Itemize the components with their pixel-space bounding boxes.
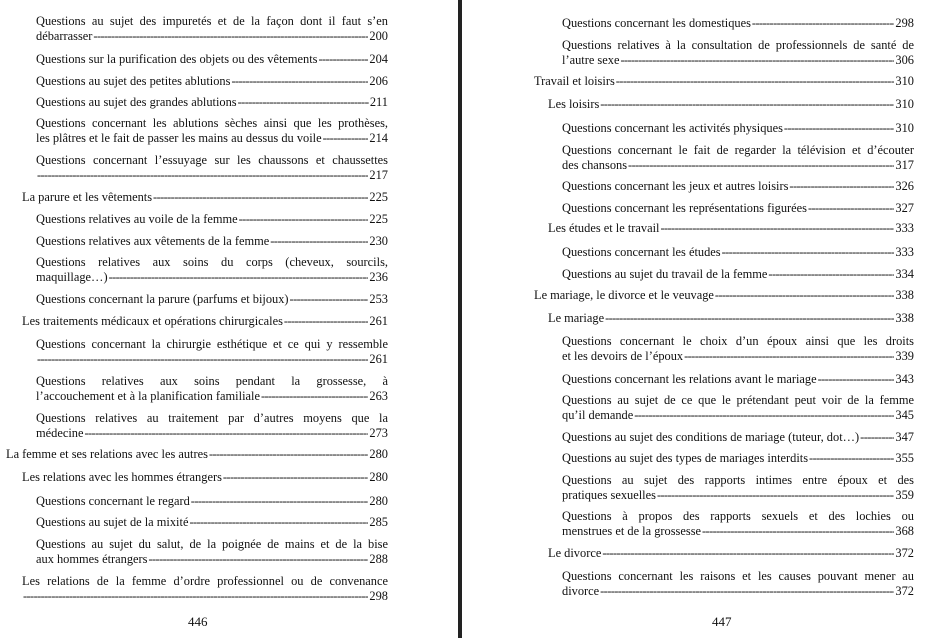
toc-line-text: Questions au sujet des types de mariages interdits [562,451,809,465]
toc-entry[interactable] [36,537,388,567]
toc-line-text: Questions au sujet du salut, de la poignée de mains et de la bise [36,537,388,551]
toc-line-text: Questions au sujet de la mixité [36,515,189,529]
toc-line-text: Questions concernant les raisons et les causes pouvant mener au [562,569,914,583]
toc-page-number: 372 [895,584,914,598]
toc-line [562,509,914,524]
toc-line-text: Questions concernant les jeux et autres loisirs [562,179,789,193]
toc-entry[interactable] [36,234,388,249]
toc-page-number: 200 [369,29,388,43]
toc-line [562,584,914,599]
toc-entry[interactable] [534,288,914,303]
toc-entry[interactable] [36,494,388,509]
dot-leader [634,408,894,423]
toc-page-number: 236 [369,270,388,284]
toc-page-number: 204 [369,52,388,66]
dot-leader [109,270,369,285]
toc-line [562,488,914,503]
toc-line [22,314,388,329]
toc-page-number: 306 [895,53,914,67]
dot-leader [189,515,368,530]
toc-page-number: 338 [895,288,914,302]
toc-page-number: 345 [895,408,914,422]
toc-line [548,221,914,236]
dot-leader [319,52,369,67]
toc-line [562,393,914,408]
toc-page-number: 263 [369,389,388,403]
toc-line-text: Les études et le travail [548,221,660,235]
toc-line [562,201,914,216]
dot-leader [602,546,894,561]
dot-leader [284,314,368,329]
toc-line [22,190,388,205]
toc-entry[interactable] [562,430,914,445]
toc-page-number: 211 [369,95,388,109]
toc-page-number: 372 [895,546,914,560]
toc-page-number: 206 [369,74,388,88]
toc-line [22,470,388,485]
toc-line-text: menstrues et de la grossesse [562,524,702,538]
toc-line [36,212,388,227]
toc-line-text: débarrasser [36,29,93,43]
toc-line [562,121,914,136]
toc-entry[interactable] [534,74,914,89]
toc-page-number: 214 [369,131,388,145]
toc-line [36,337,388,352]
toc-entry[interactable] [562,16,914,31]
toc-entry[interactable] [36,374,388,404]
dot-leader [23,589,368,604]
toc-line-text: Questions concernant les représentations figurées [562,201,807,215]
toc-entry[interactable] [562,569,914,599]
toc-line-text: Questions relatives aux soins du corps (cheveux, sourcils, [36,255,388,269]
toc-page-number: 317 [895,158,914,172]
toc-page-number: 334 [895,267,914,281]
dot-leader [37,352,368,367]
toc-line [36,515,388,530]
toc-line-text: Questions relatives aux soins pendant la grossesse, à [36,374,388,388]
toc-line-text: maquillage…) [36,270,108,284]
dot-leader [37,168,368,183]
dot-leader [600,584,894,599]
toc-page-number: 230 [369,234,388,248]
dot-leader [323,131,369,146]
toc-page-number: 273 [369,426,388,440]
dot-leader [715,288,894,303]
toc-line [36,74,388,89]
toc-entry[interactable] [562,143,914,173]
toc-line [562,245,914,260]
toc-line-text: Questions concernant l’essuyage sur les chaussons et chaussettes [36,153,388,167]
toc-page-number: 327 [895,201,914,215]
toc-line-text: les plâtres et le fait de passer les mains au dessus du voile [36,131,322,145]
toc-line [22,589,388,604]
toc-entry[interactable] [36,255,388,285]
dot-leader [231,74,368,89]
toc-page-number: 310 [895,97,914,111]
toc-entry[interactable] [562,473,914,503]
toc-line [562,524,914,539]
toc-line-text: Questions concernant les études [562,245,721,259]
dot-leader [148,552,368,567]
toc-line-text: Les traitements médicaux et opérations chirurgicales [22,314,283,328]
toc-line-text: qu’il demande [562,408,634,422]
dot-leader [84,426,368,441]
toc-page-number: 298 [895,16,914,30]
toc-line [36,29,388,44]
toc-entry[interactable] [562,393,914,423]
toc-line [534,74,914,89]
toc-line-text: Questions concernant le choix d’un époux ainsi que les droits [562,334,914,348]
toc-entry[interactable] [36,116,388,146]
toc-line-text: l’accouchement et à la planification familiale [36,389,260,403]
toc-entry[interactable] [36,411,388,441]
dot-leader [616,74,895,89]
toc-entry[interactable] [548,97,914,112]
toc-entry[interactable] [6,447,388,462]
dot-leader [768,267,894,282]
toc-line [562,430,914,445]
toc-line-text: Questions au sujet des impuretés et de la façon dont il faut s’en [36,14,388,28]
toc-page-number: 288 [369,552,388,566]
toc-line-text: Questions relatives au voile de la femme [36,212,238,226]
toc-page-number: 280 [369,494,388,508]
toc-line [548,311,914,326]
toc-line [36,537,388,552]
dot-leader [657,488,894,503]
toc-line [36,153,388,168]
toc-line-text: Questions au sujet des rapports intimes entre époux et des [562,473,914,487]
dot-leader [660,221,894,236]
toc-page-number: 285 [369,515,388,529]
dot-leader [620,53,894,68]
toc-line-text: Le mariage, le divorce et le veuvage [534,288,714,302]
right-page [462,0,928,638]
toc-page-number: 310 [895,121,914,135]
dot-leader [238,95,369,110]
toc-line-text: Questions concernant la chirurgie esthétique et ce qui y ressemble [36,337,388,351]
toc-line [562,349,914,364]
toc-line-text: Travail et loisirs [534,74,615,88]
toc-line [36,411,388,426]
dot-leader [239,212,369,227]
toc-line-text: des chansons [562,158,628,172]
dot-leader [752,16,894,31]
toc-line [562,334,914,349]
toc-line-text: Les relations avec les hommes étrangers [22,470,222,484]
toc-page-number: 333 [895,221,914,235]
dot-leader [270,234,368,249]
toc-page-number: 310 [895,74,914,88]
toc-page-number: 333 [895,245,914,259]
page-number: 447 [712,614,732,629]
toc-entry[interactable] [562,179,914,194]
toc-line [36,494,388,509]
toc-page-number: 261 [369,352,388,366]
toc-line [534,288,914,303]
toc-line [6,447,388,462]
dot-leader [600,97,894,112]
toc-entry[interactable] [36,153,388,183]
toc-page-number: 225 [369,190,388,204]
dot-leader [191,494,369,509]
toc-line-text: médecine [36,426,84,440]
toc-entry[interactable] [562,509,914,539]
toc-line [36,255,388,270]
toc-entry[interactable] [22,574,388,604]
toc-entry[interactable] [36,52,388,67]
toc-line [36,234,388,249]
dot-leader [722,245,895,260]
toc-line-text: Questions au sujet des petites ablutions [36,74,231,88]
toc-line [36,270,388,285]
dot-leader [784,121,894,136]
toc-line-text: Questions relatives au traitement par d’autres moyens que la [36,411,388,425]
dot-leader [209,447,368,462]
toc-line-text: Questions à propos des rapports sexuels et des lochies ou [562,509,914,523]
dot-leader [153,190,368,205]
toc-line-text: Les loisirs [548,97,600,111]
toc-entry[interactable] [36,292,388,307]
toc-line [562,408,914,423]
dot-leader [261,389,368,404]
toc-line-text: Questions au sujet du travail de la femme [562,267,768,281]
toc-page-number: 280 [369,470,388,484]
dot-leader [809,451,894,466]
toc-line [36,389,388,404]
toc-line [562,569,914,584]
toc-page-number: 347 [895,430,914,444]
toc-entry[interactable] [562,245,914,260]
toc-line [36,52,388,67]
toc-line [548,97,914,112]
page-number: 446 [188,614,208,629]
toc-entry[interactable] [548,221,914,236]
toc-entry[interactable] [562,372,914,387]
dot-leader [860,430,894,445]
toc-line-text: Questions au sujet de ce que le prétendant peut voir de la femme [562,393,914,407]
toc-line-text: et les devoirs de l’époux [562,349,684,363]
toc-page-number: 355 [895,451,914,465]
toc-line-text: Questions au sujet des grandes ablutions [36,95,237,109]
dot-leader [223,470,369,485]
toc-line-text: Questions concernant le regard [36,494,190,508]
toc-entry[interactable] [36,74,388,89]
toc-page-number: 217 [369,168,388,182]
toc-page-number: 359 [895,488,914,502]
toc-entry[interactable] [36,515,388,530]
dot-leader [789,179,894,194]
toc-line-text: Questions relatives à la consultation de professionnels de santé de [562,38,914,52]
toc-entry[interactable] [562,334,914,364]
toc-line-text: Questions sur la purification des objets ou des vêtements [36,52,318,66]
toc-line-text: Questions concernant les relations avant le mariage [562,372,817,386]
toc-page-number: 343 [895,372,914,386]
toc-page-number: 280 [369,447,388,461]
dot-leader [818,372,895,387]
toc-line [36,131,388,146]
toc-line-text: Questions relatives aux vêtements de la femme [36,234,270,248]
toc-entry[interactable] [36,95,388,110]
toc-line [562,473,914,488]
toc-line [548,546,914,561]
toc-entry[interactable] [22,470,388,485]
toc-line [562,372,914,387]
toc-line-text: Le divorce [548,546,602,560]
dot-leader [702,524,894,539]
toc-entry[interactable] [22,314,388,329]
toc-page-number: 338 [895,311,914,325]
toc-line [36,374,388,389]
toc-line [36,168,388,183]
toc-entry[interactable] [548,311,914,326]
toc-entry[interactable] [36,212,388,227]
dot-leader [684,349,894,364]
toc-page-number: 339 [895,349,914,363]
toc-entry[interactable] [36,14,388,44]
toc-line [562,143,914,158]
dot-leader [93,29,368,44]
toc-page-number: 261 [369,314,388,328]
toc-line [562,38,914,53]
toc-entry[interactable] [36,337,388,367]
toc-line [36,352,388,367]
toc-page-number: 253 [369,292,388,306]
toc-line [562,179,914,194]
toc-line [562,158,914,173]
toc-line-text: Questions concernant la parure (parfums et bijoux) [36,292,289,306]
toc-entry[interactable] [562,267,914,282]
toc-line [562,267,914,282]
toc-page-number: 225 [369,212,388,226]
toc-entry[interactable] [548,546,914,561]
toc-entry[interactable] [562,38,914,68]
toc-line [36,426,388,441]
toc-line-text: Questions concernant les activités physiques [562,121,783,135]
toc-line-text: Questions concernant le fait de regarder la télévision et d’écouter [562,143,914,157]
toc-entry[interactable] [562,121,914,136]
toc-line-text: Questions concernant les domestiques [562,16,751,30]
toc-line [562,53,914,68]
toc-page-number: 298 [369,589,388,603]
toc-line-text: l’autre sexe [562,53,620,67]
toc-line [562,16,914,31]
toc-line [36,95,388,110]
toc-line [36,116,388,131]
toc-line-text: Le mariage [548,311,605,325]
toc-entry[interactable] [562,201,914,216]
dot-leader [808,201,894,216]
toc-entry[interactable] [22,190,388,205]
dot-leader [605,311,894,326]
toc-line-text: La femme et ses relations avec les autres [6,447,208,461]
toc-line [36,552,388,567]
toc-line-text: Questions au sujet des conditions de mariage (tuteur, dot…) [562,430,860,444]
toc-page-number: 368 [895,524,914,538]
left-page [0,0,458,638]
toc-line-text: Les relations de la femme d’ordre professionnel ou de convenance [22,574,388,588]
toc-line [36,292,388,307]
toc-page-number: 326 [895,179,914,193]
toc-line [36,14,388,29]
toc-line-text: divorce [562,584,600,598]
toc-entry[interactable] [562,451,914,466]
dot-leader [628,158,894,173]
dot-leader [290,292,369,307]
toc-line [22,574,388,589]
toc-line-text: pratiques sexuelles [562,488,656,502]
toc-line [562,451,914,466]
toc-line-text: La parure et les vêtements [22,190,153,204]
toc-line-text: aux hommes étrangers [36,552,148,566]
toc-line-text: Questions concernant les ablutions sèches ainsi que les prothèses, [36,116,388,130]
